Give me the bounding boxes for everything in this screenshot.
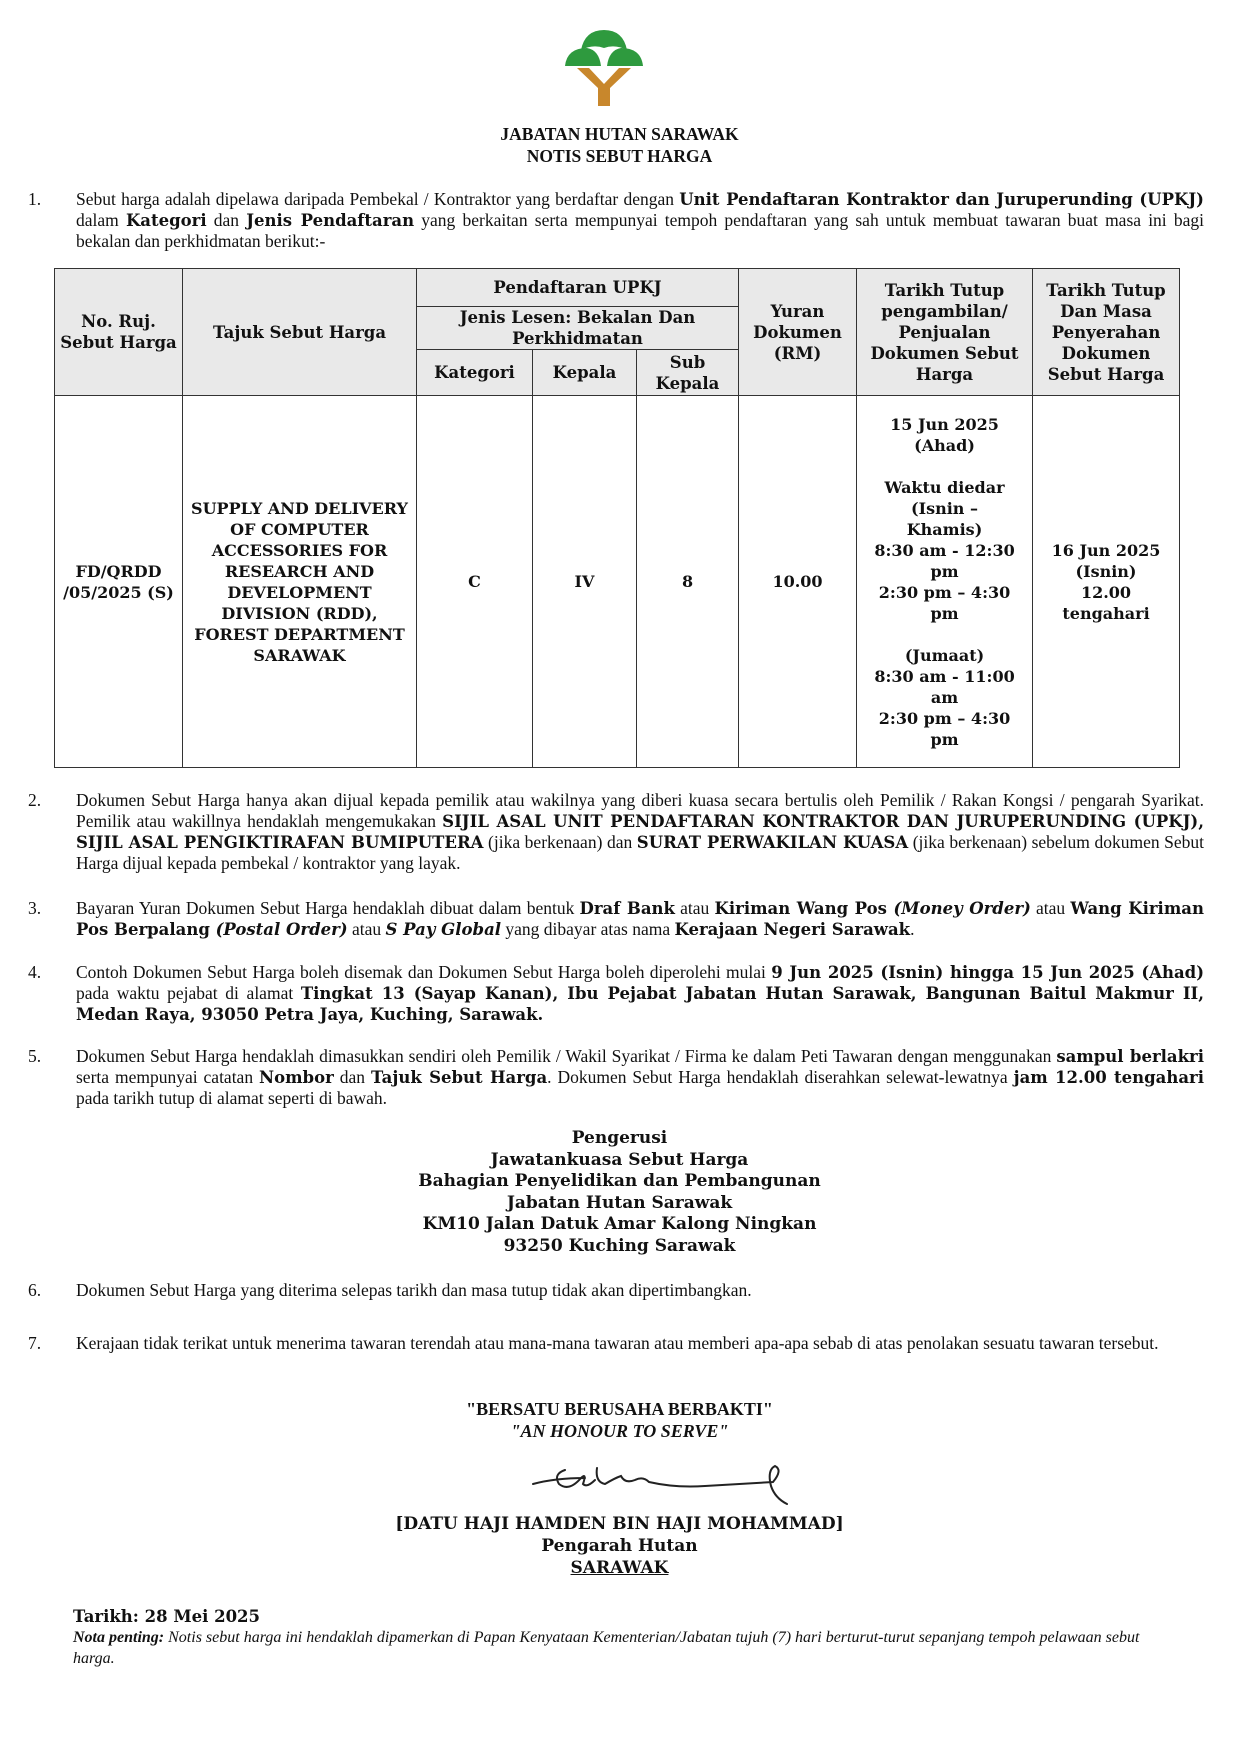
cell-closing-submit	[1033, 396, 1180, 768]
logo-canopy-top	[581, 30, 627, 50]
notice-title: NOTIS SEBUT HARGA	[526, 146, 713, 166]
text-line: Jabatan Hutan Sarawak	[506, 1192, 733, 1213]
paragraph-number: 1.	[28, 189, 42, 209]
logo-canopy-right	[607, 48, 643, 66]
paragraph-number: 4.	[28, 962, 42, 982]
motto-english: "AN HONOUR TO SERVE"	[510, 1421, 729, 1441]
cell-fee: 10.00	[739, 396, 857, 768]
th-fee: Yuran Dokumen (RM)	[739, 269, 857, 396]
text-line: 8:30 am - 12:30	[874, 540, 1015, 560]
cell-category: C	[417, 396, 533, 768]
text-line: Pengerusi	[571, 1128, 668, 1148]
table-row	[55, 396, 1180, 768]
paragraph-text: Sebut harga adalah dipelawa daripada Pembekal / Kontraktor yang berdaftar dengan Unit Pendaftaran Kontraktor dan Juruperunding (UPKJ) dalam Kategori dan Jenis Pendaftaran yang berkaitan serta mempunyai tempoh pendaftaran yang sah untuk membuat tawaran buat masa ini bagi bekalan dan perkhidmatan berikut:-	[76, 189, 1204, 251]
text-line: Waktu diedar	[884, 477, 1005, 497]
signatory-state: SARAWAK	[570, 1558, 669, 1578]
signatory-position: Pengarah Hutan	[541, 1536, 698, 1556]
notice-date: Tarikh: 28 Mei 2025	[73, 1607, 261, 1626]
paragraph-number: 7.	[28, 1333, 42, 1353]
paragraph-text: Contoh Dokumen Sebut Harga boleh disemak dan Dokumen Sebut Harga boleh diperolehi mulai 9 Jun 2025 (Isnin) hingga 15 Jun 2025 (Ahad) pada waktu pejabat di alamat Tingkat 13 (Sayap Kanan), Ibu Pejabat Jabatan Hutan Sarawak, Bangunan Baitul Makmur II, Medan Raya, 93050 Petra Jaya, Kuching, Sarawak.	[76, 962, 1205, 1024]
paragraph-text: Dokumen Sebut Harga yang diterima selepas tarikh dan masa tutup tidak akan dipertimbangkan.	[76, 1280, 752, 1300]
cell-ref: FD/QRDD /05/2025 (S)	[55, 396, 183, 768]
text-line: 93250 Kuching Sarawak	[503, 1235, 736, 1256]
signatory-name: [DATU HAJI HAMDEN BIN HAJI MOHAMMAD]	[395, 1514, 844, 1534]
text-line	[859, 624, 1030, 645]
text-line: KM10 Jalan Datuk Amar Kalong Ningkan	[422, 1214, 817, 1234]
paragraph-6	[28, 1280, 1204, 1304]
forest-department-logo	[563, 26, 645, 108]
paragraph-3	[28, 898, 1204, 944]
paragraph-7	[28, 1333, 1204, 1379]
paragraph-text: Bayaran Yuran Dokumen Sebut Harga hendaklah dibuat dalam bentuk Draf Bank atau Kiriman Wang Pos (Money Order) atau Wang Kiriman Pos Berpalang (Postal Order) atau S Pay Global yang dibayar atas nama Kerajaan Negeri Sarawak.	[76, 898, 1204, 939]
text-line: (Isnin –	[911, 498, 978, 518]
quotation-table	[54, 268, 1180, 768]
motto-malay: "BERSATU BERUSAHA BERBAKTI"	[466, 1399, 773, 1419]
th-closing-submit: Tarikh Tutup Dan Masa Penyerahan Dokumen Sebut Harga	[1033, 269, 1180, 396]
text-line: 15 Jun 2025	[890, 414, 999, 434]
paragraph-number: 3.	[28, 898, 42, 918]
text-line: Bahagian Penyelidikan dan Pembangunan	[418, 1171, 821, 1191]
address-block	[0, 1128, 1239, 1257]
text-line: pm	[930, 561, 959, 581]
th-license: Jenis Lesen: Bekalan Dan Perkhidmatan	[417, 307, 739, 350]
text-line: 12.00	[1080, 582, 1132, 602]
text-line: pm	[930, 603, 959, 623]
text-line: pm	[930, 729, 959, 749]
paragraph-5	[28, 1046, 1204, 1112]
th-head: Kepala	[533, 350, 637, 396]
text-line: 16 Jun 2025	[1051, 540, 1161, 560]
text-line: (Ahad)	[914, 435, 975, 455]
text-line: Jawatankuasa Sebut Harga	[490, 1149, 749, 1170]
cell-closing-sale	[857, 396, 1033, 768]
text-line: 8:30 am - 11:00	[874, 666, 1015, 686]
note-text: Notis sebut harga ini hendaklah dipamerkan di Papan Kenyataan Kementerian/Jabatan tujuh (7) hari berturut-turut sepanjang tempoh pelawaan sebut harga.	[73, 1629, 1140, 1667]
text-line: (Jumaat)	[904, 645, 985, 665]
paragraph-text: Dokumen Sebut Harga hanya akan dijual kepada pemilik atau wakilnya yang diberi kuasa secara bertulis oleh Pemilik / Rakan Kongsi / pengarah Syarikat. Pemilik atau wakillnya hendaklah mengemukakan SIJIL ASAL UNIT PENDAFTARAN KONTRAKTOR DAN JURUPERUNDING (UPKJ), SIJIL ASAL PENGIKTIRAFAN BUMIPUTERA (jika berkenaan) dan SURAT PERWAKILAN KUASA (jika berkenaan) sebelum dokumen Sebut Harga dijual kepada pembekal / kontraktor yang layak.	[76, 790, 1205, 873]
cell-head: IV	[533, 396, 637, 768]
th-category: Kategori	[417, 350, 533, 396]
important-note	[73, 1627, 1183, 1669]
paragraph-text: Dokumen Sebut Harga hendaklah dimasukkan sendiri oleh Pemilik / Wakil Syarikat / Firma ke dalam Peti Tawaran dengan menggunakan sampul berlakri serta mempunyai catatan Nombor dan Tajuk Sebut Harga. Dokumen Sebut Harga hendaklah diserahkan selewat-lewatnya jam 12.00 tengahari pada tarikh tutup di alamat seperti di bawah.	[76, 1046, 1204, 1108]
text-line: Khamis)	[906, 519, 983, 539]
paragraph-number: 6.	[28, 1280, 42, 1300]
note-label: Nota penting:	[73, 1629, 165, 1646]
cell-subhead: 8	[637, 396, 739, 768]
paragraph-1	[28, 189, 1204, 255]
paragraph-number: 5.	[28, 1046, 42, 1066]
text-line: 2:30 pm – 4:30	[878, 708, 1011, 728]
th-title: Tajuk Sebut Harga	[183, 269, 417, 396]
org-name: JABATAN HUTAN SARAWAK	[500, 124, 739, 144]
text-line: tengahari	[1062, 603, 1150, 623]
text-line: (Isnin)	[1075, 561, 1137, 581]
th-upkj: Pendaftaran UPKJ	[417, 269, 739, 307]
logo-canopy-left	[565, 48, 601, 66]
paragraph-text: Kerajaan tidak terikat untuk menerima tawaran terendah atau mana-mana tawaran atau memberi apa-apa sebab di atas penolakan sesuatu tawaran tersebut.	[76, 1333, 1159, 1353]
paragraph-4	[28, 962, 1204, 1028]
signature	[525, 1448, 805, 1508]
text-line: 2:30 pm – 4:30	[878, 582, 1011, 602]
text-line: am	[930, 687, 959, 707]
cell-title: SUPPLY AND DELIVERY OF COMPUTER ACCESSORIES FOR RESEARCH AND DEVELOPMENT DIVISION (RDD), FOREST DEPARTMENT SARAWAK	[183, 396, 417, 768]
text-line	[859, 456, 1030, 477]
th-closing-sale: Tarikh Tutup pengambilan/ Penjualan Dokumen Sebut Harga	[857, 269, 1033, 396]
paragraph-2	[28, 790, 1204, 880]
paragraph-number: 2.	[28, 790, 42, 810]
th-subhead: Sub Kepala	[637, 350, 739, 396]
logo-trunk	[577, 68, 631, 106]
th-ref: No. Ruj. Sebut Harga	[55, 269, 183, 396]
signatory-state-wrap	[0, 1558, 1239, 1580]
